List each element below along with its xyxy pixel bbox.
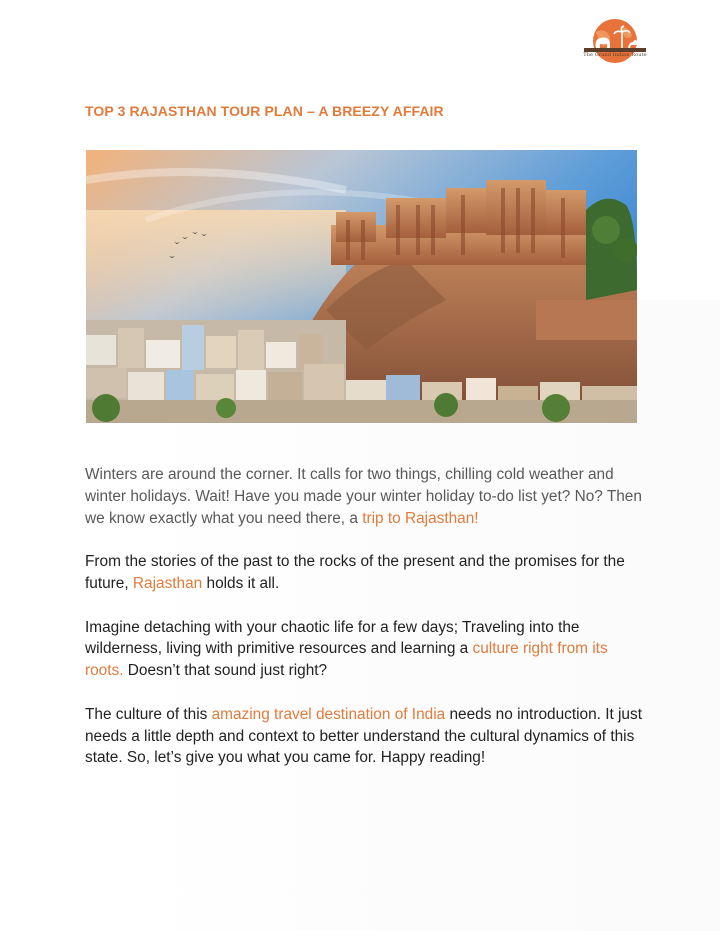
link-culture-roots[interactable]: culture right from its roots. [85, 640, 608, 680]
paragraph-stories-text: From the stories of the past to the rocks of the present and the promises for the future, [85, 553, 625, 592]
paragraph-culture-text: The culture of this [85, 705, 212, 723]
paragraph-imagine [85, 617, 645, 682]
link-travel-destination-india[interactable]: amazing travel destination of India [211, 705, 446, 723]
article-body [85, 464, 645, 791]
paragraph-intro [85, 464, 645, 529]
paragraph-imagine-tail: Doesn’t that sound just right? [123, 662, 328, 680]
paragraph-imagine-text: Imagine detaching with your chaotic life for a few days; Traveling into the wilderness, living with primitive resources and learning a [85, 618, 580, 658]
paragraph-culture [85, 704, 645, 769]
paragraph-stories [85, 551, 645, 595]
paragraph-intro-text: Winters are around the corner. It calls for two things, chilling cold weather and winter holidays. Wait! Have you made your winter holiday to-do list yet? No? Then we know exactly what you need there, a [85, 466, 642, 527]
logo-caption: The Grand Indian Route [583, 52, 647, 58]
paragraph-stories-tail: holds it all. [202, 574, 280, 592]
link-trip-to-rajasthan[interactable]: trip to Rajasthan! [362, 509, 479, 527]
hero-image [86, 150, 637, 423]
page-title: TOP 3 RAJASTHAN TOUR PLAN – A BREEZY AFFAIR [85, 103, 444, 119]
link-rajasthan[interactable]: Rajasthan [132, 574, 203, 592]
paragraph-culture-tail: needs no introduction. It just needs a little depth and context to better understand the cultural dynamics of this state. So, let’s give you what you came for. Happy reading! [85, 705, 642, 767]
fort-cityscape-illustration [86, 150, 637, 423]
